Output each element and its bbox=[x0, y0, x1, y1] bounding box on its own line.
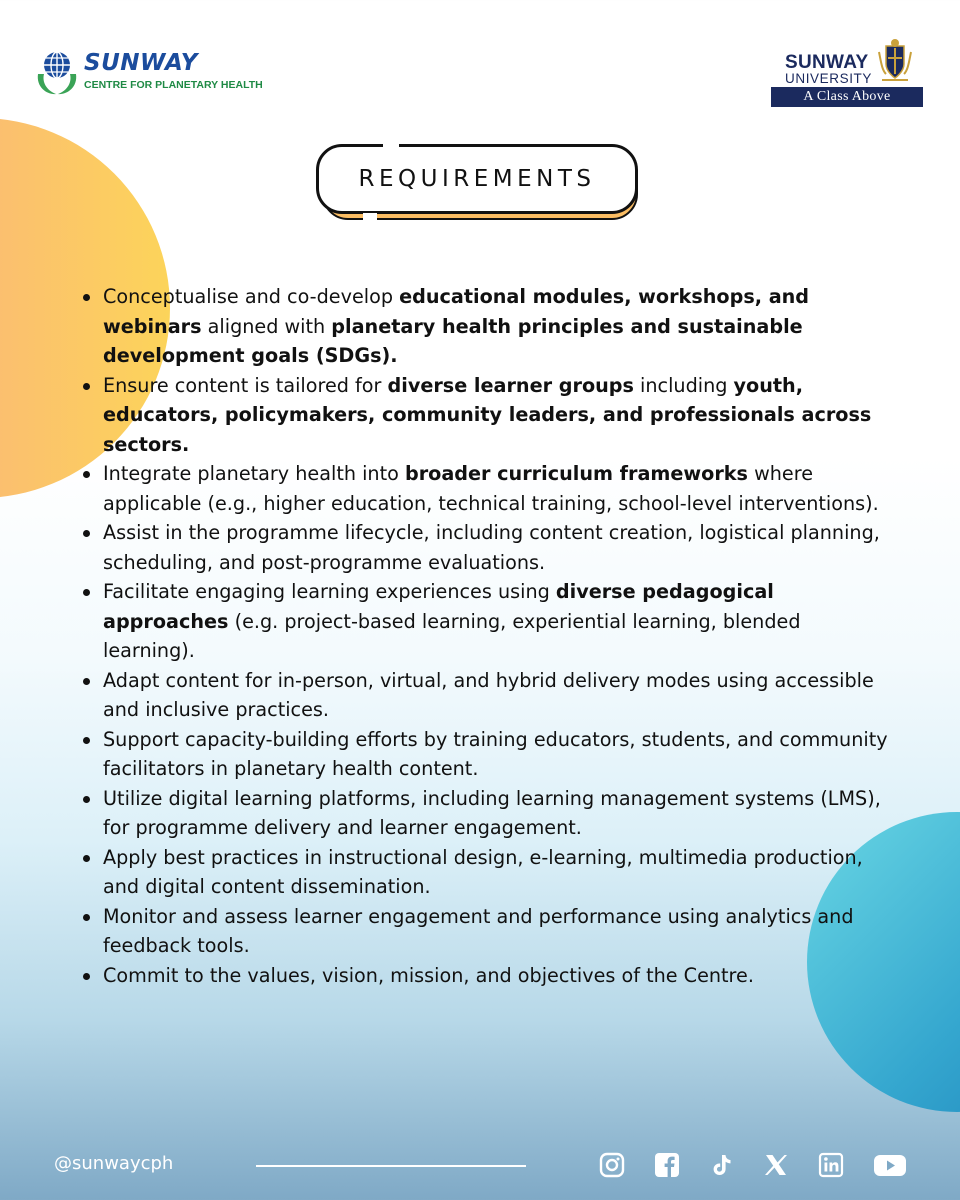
crest-icon bbox=[876, 38, 914, 86]
facebook-icon[interactable] bbox=[654, 1152, 680, 1178]
requirement-text: Utilize digital learning platforms, including learning management systems (LMS), for programme delivery and learner engagement. bbox=[103, 786, 881, 839]
requirement-text: Assist in the programme lifecycle, including content creation, logistical planning, scheduling, and post-programme evaluations. bbox=[103, 521, 880, 574]
university-logo bbox=[768, 36, 928, 110]
requirement-item bbox=[78, 784, 898, 843]
requirement-emphasis: youth, educators, policymakers, community leaders, and professionals across sectors. bbox=[103, 373, 872, 456]
university-name: SUNWAY bbox=[785, 52, 869, 73]
requirement-emphasis: diverse pedagogical approaches bbox=[103, 580, 774, 633]
requirement-text: Ensure content is tailored for bbox=[103, 373, 388, 397]
requirement-text: Conceptualise and co-develop bbox=[103, 285, 400, 308]
requirement-text: Support capacity-building efforts by training educators, students, and community facilitators in planetary health content. bbox=[103, 727, 888, 780]
tiktok-icon[interactable] bbox=[708, 1152, 734, 1178]
requirement-text: Apply best practices in instructional design, e-learning, multimedia production, and digital content dissemination. bbox=[103, 845, 863, 898]
requirement-item bbox=[78, 902, 898, 961]
requirement-item bbox=[78, 725, 898, 784]
x-icon[interactable] bbox=[763, 1152, 789, 1178]
centre-brand-name: SUNWAY bbox=[84, 50, 198, 76]
requirement-item bbox=[78, 666, 898, 725]
requirement-emphasis: diverse learner groups bbox=[387, 373, 634, 397]
linkedin-icon[interactable] bbox=[818, 1152, 844, 1178]
requirement-text: including bbox=[633, 373, 734, 397]
requirement-text: Commit to the values, vision, mission, and objectives of the Centre. bbox=[103, 963, 754, 987]
requirement-item bbox=[78, 459, 898, 518]
requirements-list bbox=[78, 282, 898, 990]
instagram-icon[interactable] bbox=[599, 1152, 625, 1178]
heading-badge bbox=[316, 144, 644, 224]
requirement-text: aligned with bbox=[201, 314, 332, 338]
globe-icon bbox=[34, 48, 80, 96]
requirement-text: (e.g. project-based learning, experiential learning, blended learning). bbox=[103, 609, 801, 662]
requirement-item bbox=[78, 961, 898, 991]
requirement-text: Monitor and assess learner engagement and performance using analytics and feedback tools. bbox=[103, 904, 854, 957]
centre-subtitle: CENTRE FOR PLANETARY HEALTH bbox=[84, 79, 263, 91]
youtube-icon[interactable] bbox=[873, 1152, 907, 1178]
university-word: UNIVERSITY bbox=[785, 71, 873, 86]
requirement-emphasis: educational modules, workshops, and webinars bbox=[103, 285, 810, 338]
requirement-emphasis: broader curriculum frameworks bbox=[404, 462, 748, 485]
badge-gap bbox=[363, 213, 377, 220]
footer-divider bbox=[256, 1165, 526, 1167]
requirement-text: Integrate planetary health into bbox=[103, 462, 405, 485]
requirement-text: Adapt content for in-person, virtual, and hybrid delivery modes using accessible and inclusive practices. bbox=[103, 668, 874, 721]
social-handle[interactable]: @sunwaycph bbox=[54, 1153, 174, 1174]
centre-logo bbox=[34, 44, 263, 100]
requirement-item bbox=[78, 282, 898, 371]
requirement-text: Facilitate engaging learning experiences using bbox=[103, 580, 556, 603]
page-title: REQUIREMENTS bbox=[358, 166, 596, 192]
requirement-item bbox=[78, 577, 898, 666]
requirement-emphasis: planetary health principles and sustainable development goals (SDGs). bbox=[103, 314, 803, 367]
requirement-text: where applicable (e.g., higher education, technical training, school-level interventions). bbox=[103, 462, 879, 515]
university-tagline: A Class Above bbox=[771, 87, 923, 107]
requirement-item bbox=[78, 371, 898, 460]
requirement-item bbox=[78, 843, 898, 902]
requirement-item bbox=[78, 518, 898, 577]
